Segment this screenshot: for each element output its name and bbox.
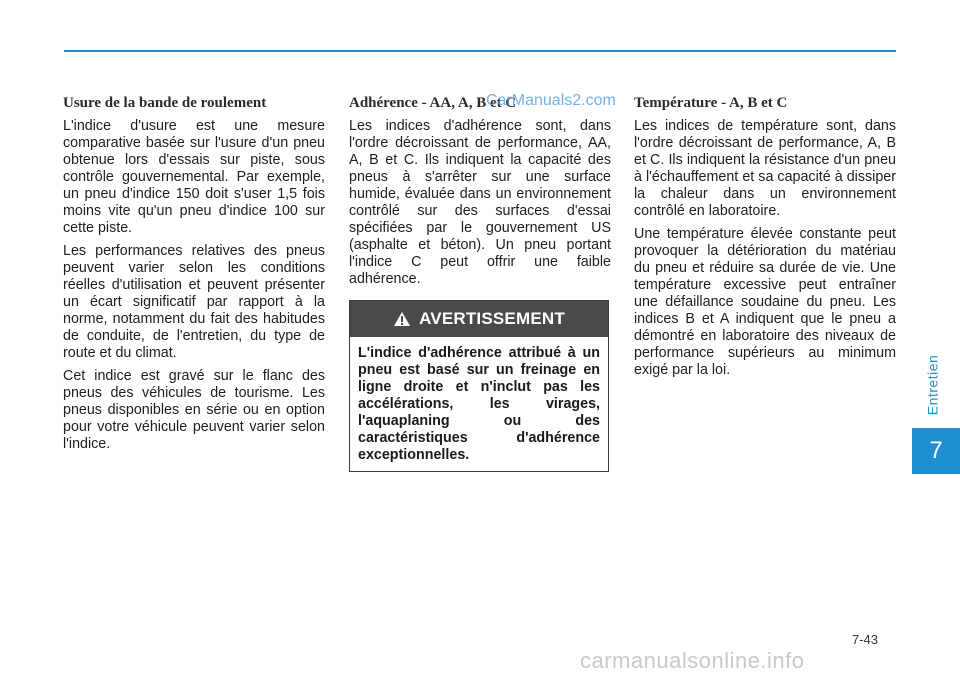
paragraph: Les indices de température sont, dans l'ordre décroissant de performance, A, B et C. Ils indiquent la résistance d'un pneu à l'échauffement et sa capacité à dissiper la chaleur dans un environnement contrôlé en laboratoire.: [634, 118, 896, 219]
section-label-text: Entretien: [924, 354, 941, 416]
paragraph: Cet indice est gravé sur le flanc des pneus des véhicules de tourisme. Les pneus disponibles en série ou en option pour votre véhicule peuvent varier selon l'indice.: [63, 368, 325, 452]
top-rule: [64, 50, 896, 52]
column-tread-wear: [63, 94, 325, 459]
warning-header: [350, 301, 608, 337]
paragraph: Les indices d'adhérence sont, dans l'ordre décroissant de performance, AA, A, B et C. Ils indiquent la capacité des pneus à s'arrêter sur une surface humide, évaluée dans un environnement contrôlé sur des surfaces d'essai spécifiées par le gouvernement US (asphalte et béton). Un pneu portant l'indice C peut offrir une faible adhérence.: [349, 118, 611, 287]
warning-title: AVERTISSEMENT: [419, 309, 565, 328]
warning-box: [349, 300, 609, 472]
paragraph: L'indice d'usure est une mesure comparative basée sur l'usure d'un pneu obtenue lors d'essais sur piste, sous contrôle gouvernemental. Par exemple, un pneu d'indice 150 doit s'user 1,5 fois moins vite qu'un pneu d'indice 100 sur cette piste.: [63, 118, 325, 236]
column-traction: [349, 94, 611, 294]
watermark-top: CarManuals2.com: [486, 92, 616, 109]
chapter-tab: 7: [912, 428, 960, 474]
section-label: [922, 340, 942, 430]
paragraph: Les performances relatives des pneus peuvent varier selon les conditions réelles d'utilisation et peuvent présenter un écart significatif par rapport à la norme, notamment du fait des habitudes de conduite, de l'entretien, du type de route et du climat.: [63, 243, 325, 361]
heading-traction: Adhérence - AA, A, B et C: [349, 95, 517, 111]
page-number: 7-43: [852, 632, 879, 647]
column-temperature: [634, 94, 896, 385]
warning-triangle-icon: [393, 311, 411, 327]
warning-text: L'indice d'adhérence attribué à un pneu est basé sur un freinage en ligne droite et n'inclut pas les accélérations, les virages, l'aquaplaning ou des caractéristiques d'adhérence exceptionnelles.: [358, 345, 600, 463]
paragraph: Une température élevée constante peut provoquer la détérioration du matériau du pneu et réduire sa durée de vie. Une température excessive peut entraîner une défaillance soudaine du pneu. Les indices B et A indiquent que le pneu a démontré en laboratoire des niveaux de performance supérieurs au minimum exigé par la loi.: [634, 226, 896, 378]
watermark-bottom: carmanualsonline.info: [580, 648, 805, 673]
heading-temperature: Température - A, B et C: [634, 95, 788, 111]
heading-tread-wear: Usure de la bande de roulement: [63, 95, 267, 111]
